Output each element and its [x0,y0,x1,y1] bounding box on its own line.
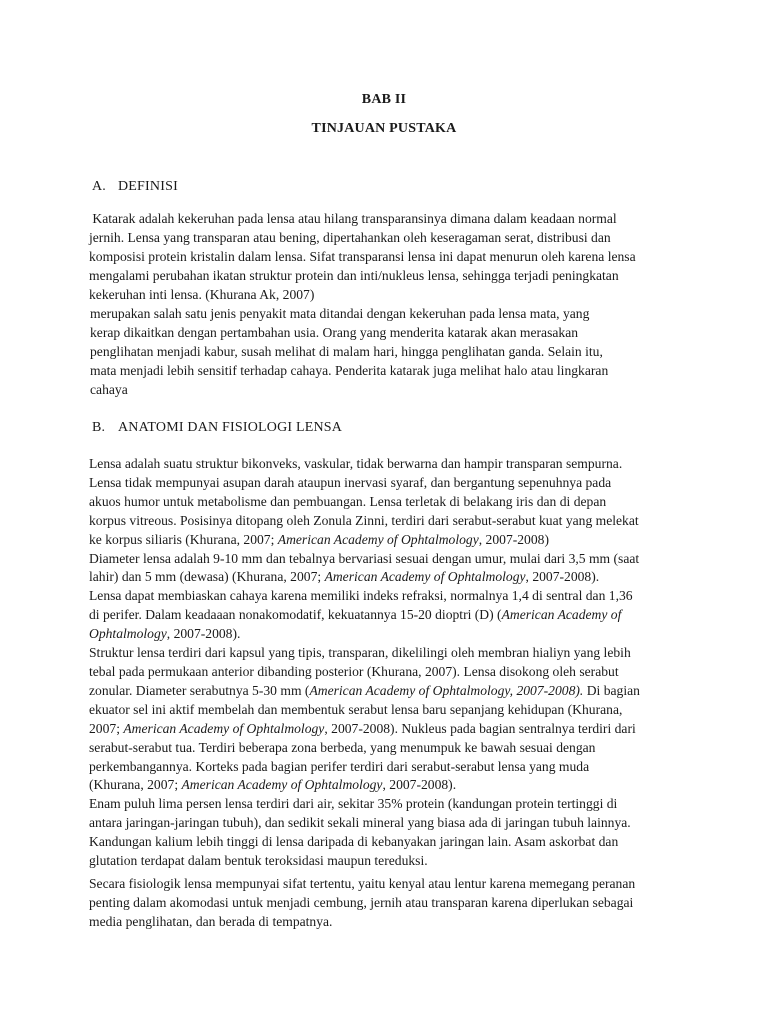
text-run: lahir) dan 5 mm (dewasa) (Khurana, 2007; [89,569,325,585]
text-line: Lensa dapat membiaskan cahaya karena memiliki indeks refraksi, normalnya 1,4 di sentral dan 1,36 [89,588,633,604]
citation-italic: American Academy of Ophtalmology [181,777,383,793]
citation-italic: American Academy of [501,607,622,623]
text-run: Di bagian [583,682,640,698]
paragraph-physiology [89,875,679,932]
text-run: , 2007-2008). Nukleus pada bagian sentralnya terdiri dari [324,720,636,736]
text-line: mata menjadi lebih sensitif terhadap cahaya. Penderita katarak juga melihat halo atau lingkaran [90,362,609,378]
text-run: 2007; [89,720,124,736]
citation-italic: Ophtalmology [89,626,167,642]
text-line: kekeruhan inti lensa. (Khurana Ak, 2007) [89,286,315,302]
text-line: penting dalam akomodasi untuk menjadi cembung, jernih atau transparan karena diperlukan sebagai [89,894,634,910]
text-line: merupakan salah satu jenis penyakit mata ditandai dengan kekeruhan pada lensa mata, yang [90,306,590,321]
citation-italic: American Academy of Ophtalmology [123,720,325,736]
section-number: B. [92,420,106,435]
text-run: , 2007-2008). [166,626,241,642]
text-line: cahaya [90,381,128,397]
text-line: tebal pada permukaan anterior dibanding posterior (Khurana, 2007). Lensa disokong oleh serabut [89,663,619,679]
text-line [89,776,679,795]
paragraph-anatomy [89,455,679,871]
text-line [89,606,679,625]
text-line: Lensa tidak mempunyai asupan darah ataupun inervasi syaraf, dan bergantung sepenuhnya pada [89,474,612,490]
text-run: ke korpus siliaris (Khurana, 2007; [89,531,278,547]
text-line: Diameter lensa adalah 9-10 mm dan tebalnya bervariasi sesuai dengan umur, mulai dari 3,5 mm (saat [89,550,640,566]
text-line [89,531,679,550]
citation-italic: American Academy of Ophtalmology [324,569,526,585]
chapter-label: BAB II [361,92,407,107]
text-line [89,682,679,701]
text-line: jernih. Lensa yang transparan atau bening, dipertahankan oleh keseragaman serat, distribusi dan [89,229,611,245]
citation-italic: American Academy of Ophtalmology [277,531,479,547]
text-line: media penglihatan, dan berada di tempatnya. [89,913,333,929]
text-line: antara jaringan-jaringan tubuh), dan sedikit sekali mineral yang biasa ada di jaringan tubuh lainnya. [89,815,631,831]
section-title: ANATOMI DAN FISIOLOGI LENSA [118,420,343,435]
section-heading-b [92,420,342,436]
text-line [89,568,679,587]
text-line: Enam puluh lima persen lensa terdiri dari air, sekitar 35% protein (kandungan protein tertinggi di [89,796,618,812]
text-run: , 2007-2008). [382,777,457,793]
section-title: DEFINISI [118,179,178,194]
section-heading-a [92,179,178,195]
text-line: Kandungan kalium lebih tinggi di lensa daripada di kebanyakan jaringan lain. Asam askorbat dan [89,834,619,850]
text-run: , 2007-2008). [525,569,600,585]
text-line: glutation terdapat dalam bentuk teroksidasi maupun tereduksi. [89,853,428,869]
text-line: Struktur lensa terdiri dari kapsul yang tipis, transparan, dikelilingi oleh membran hialiyn yang lebih [89,645,631,661]
text-run: zonular. Diameter serabutnya 5-30 mm ( [89,682,310,698]
text-run: , 2007-2008) [478,531,549,547]
text-line [89,720,679,739]
paragraph-definition [89,210,679,305]
text-line: perkembangannya. Korteks pada bagian perifer terdiri dari serabut-serabut lensa yang muda [89,758,590,774]
text-run: (Khurana, 2007; [89,777,182,793]
text-run: di perifer. Dalam keadaaan nonakomodatif, kekuatannya 15-20 dioptri (D) ( [89,607,502,623]
text-line: akuos humor untuk metabolisme dan pembuangan. Lensa terletak di belakang iris dan di depan [89,493,607,509]
text-line: Katarak adalah kekeruhan pada lensa atau hilang transparansinya dimana dalam keadaan normal [89,211,617,226]
text-line: korpus vitreous. Posisinya ditopang oleh Zonula Zinni, terdiri dari serabut-serabut kuat yang melekat [89,512,639,528]
text-line: kerap dikaitkan dengan pertambahan usia. Orang yang menderita katarak akan merasakan [90,324,579,340]
text-line: Lensa adalah suatu struktur bikonveks, vaskular, tidak berwarna dan hampir transparan sempurna. [89,456,623,471]
paragraph-definition-cont [90,305,680,400]
citation-italic: American Academy of Ophtalmology, 2007-2008). [309,682,584,698]
text-line: mengalami perubahan ikatan struktur protein dan inti/nukleus lensa, sehingga terjadi peningkatan [89,267,619,283]
text-line: komposisi protein kristalin dalam lensa. Sifat transparansi lensa ini dapat menurun oleh karena lensa [89,248,636,264]
text-line [89,625,679,644]
text-line: ekuator sel ini aktif membelah dan membentuk serabut lensa baru sepanjang kehidupan (Khurana, [89,701,623,717]
text-line: Secara fisiologik lensa mempunyai sifat tertentu, yaitu kenyal atau lentur karena memegang peranan [89,876,636,891]
section-number: A. [92,179,107,194]
chapter-title: TINJAUAN PUSTAKA [311,121,457,136]
text-line: penglihatan menjadi kabur, susah melihat di malam hari, hingga penglihatan ganda. Selain itu, [90,343,603,359]
text-line: serabut-serabut tua. Terdiri beberapa zona berbeda, yang menumpuk ke bawah sesuai dengan [89,739,596,755]
